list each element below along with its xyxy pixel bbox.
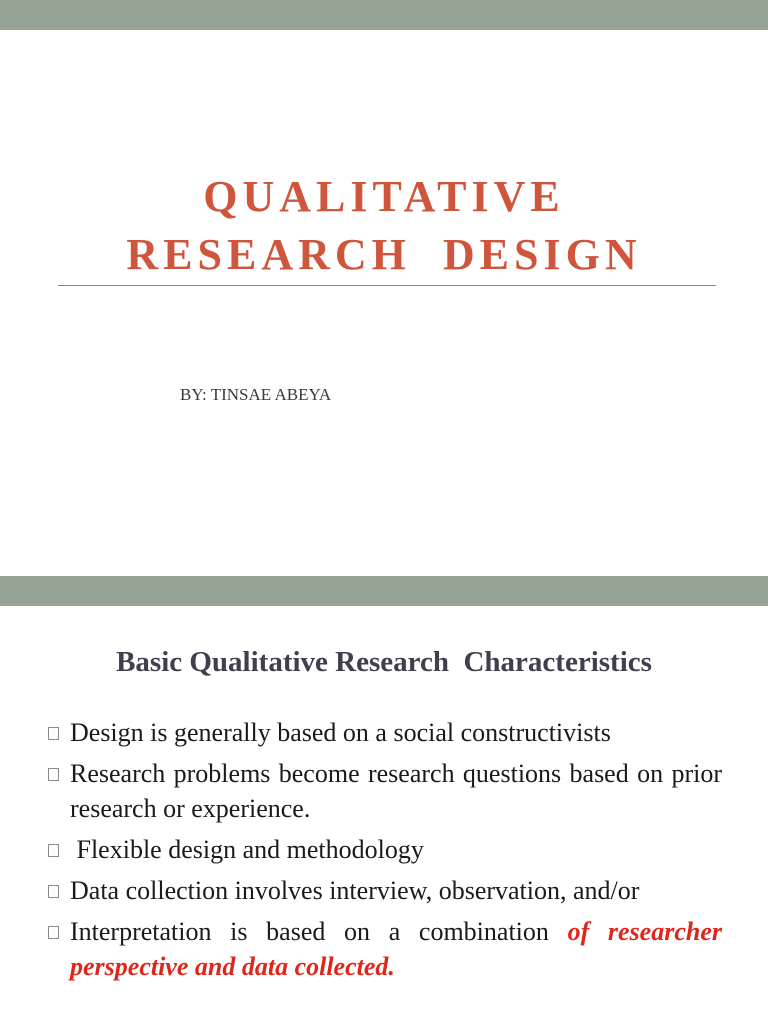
square-bullet-icon bbox=[48, 768, 59, 781]
square-bullet-icon bbox=[48, 885, 59, 898]
list-item bbox=[48, 832, 722, 867]
list-item bbox=[48, 873, 722, 908]
title-divider bbox=[58, 285, 716, 286]
characteristics-list bbox=[48, 715, 722, 990]
list-item-text: Interpretation is based on a combination bbox=[70, 917, 568, 946]
slide-title-line-2: RESEARCH DESIGN bbox=[126, 230, 642, 279]
list-item bbox=[48, 756, 722, 826]
square-bullet-icon bbox=[48, 844, 59, 857]
list-item bbox=[48, 715, 722, 750]
section-heading: Basic Qualitative Research Characteristics bbox=[116, 646, 652, 678]
slide-separator-band bbox=[0, 576, 768, 606]
list-item-text: Research problems become research questions based on prior research or experience. bbox=[70, 759, 722, 823]
list-item bbox=[48, 914, 722, 984]
square-bullet-icon bbox=[48, 727, 59, 740]
slide-title-line-1: QUALITATIVE bbox=[203, 172, 565, 221]
list-item-text: Design is generally based on a social constructivists bbox=[70, 718, 611, 747]
slide-title bbox=[0, 168, 768, 284]
list-item-text: Data collection involves interview, observation, and/or bbox=[70, 876, 640, 905]
list-item-text: Flexible design and methodology bbox=[70, 835, 424, 864]
top-accent-band bbox=[0, 0, 768, 30]
square-bullet-icon bbox=[48, 926, 59, 939]
author-byline: BY: TINSAE ABEYA bbox=[180, 385, 332, 404]
list-item-emphasis: of researcher perspective and data collected. bbox=[70, 917, 722, 981]
